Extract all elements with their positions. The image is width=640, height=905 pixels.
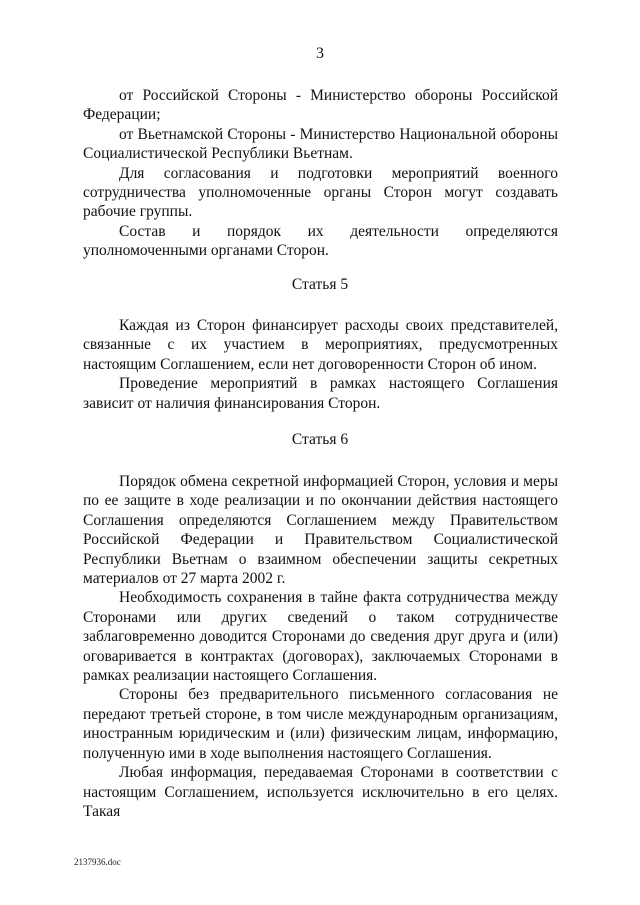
page-number: 3 xyxy=(316,45,324,62)
paragraph-russian-side: от Российской Стороны - Министерство обороны Российской Федерации; xyxy=(83,87,558,124)
paragraph-third-party: Стороны без предварительного письменного согласования не передают третьей стороне, в том числе международным организациям, иностранным юридическим и (или) физическим лицам, информацию, полученную ими в ходе выполнения настоящего Соглашения. xyxy=(83,686,558,762)
paragraph-confidentiality: Необходимость сохранения в тайне факта сотрудничества между Сторонами или других сведений о таком сотрудничестве заблаговременно доводится Сторонами до сведения друг друга и (или) оговаривается в контрактах (договорах), заключаемых Сторонами в рамках реализации настоящего Соглашения. xyxy=(83,589,558,685)
article-5-body xyxy=(83,316,558,413)
paragraph-working-groups: Для согласования и подготовки мероприятий военного сотрудничества уполномоченные органы Сторон могут создавать рабочие группы. xyxy=(83,164,558,221)
paragraph-secret-exchange: Порядок обмена секретной информацией Сторон, условия и меры по ее защите в ходе реализации и по окончании действия настоящего Соглашения определяются Соглашением между Правительством Российской Федерации и Правительством Социалистической Республики Вьетнам о взаимном обеспечении защиты секретных материалов от 27 марта 2002 г. xyxy=(83,473,558,588)
article-6-heading: Статья 6 xyxy=(291,431,349,448)
paragraph-composition: Состав и порядок их деятельности определяются уполномоченными органами Сторон. xyxy=(83,222,558,260)
article-5-heading: Статья 5 xyxy=(291,276,349,293)
article-6-body xyxy=(83,472,558,821)
paragraph-financing: Каждая из Сторон финансирует расходы своих представителей, связанные с их участием в мероприятиях, предусмотренных настоящим Соглашением, если нет договоренности Сторон об ином. xyxy=(83,317,558,373)
paragraph-vietnamese-side: от Вьетнамской Стороны - Министерство Национальной обороны Социалистической Республики Вьетнам. xyxy=(83,125,558,163)
intro-block xyxy=(83,86,558,261)
footer-filename: 2137936.doc xyxy=(74,857,121,867)
paragraph-information-use: Любая информация, передаваемая Сторонами в соответствии с настоящим Соглашением, используется исключительно в его целях. Такая xyxy=(83,764,558,820)
paragraph-funding-availability: Проведение мероприятий в рамках настоящего Соглашения зависит от наличия финансирования Сторон. xyxy=(83,375,558,412)
